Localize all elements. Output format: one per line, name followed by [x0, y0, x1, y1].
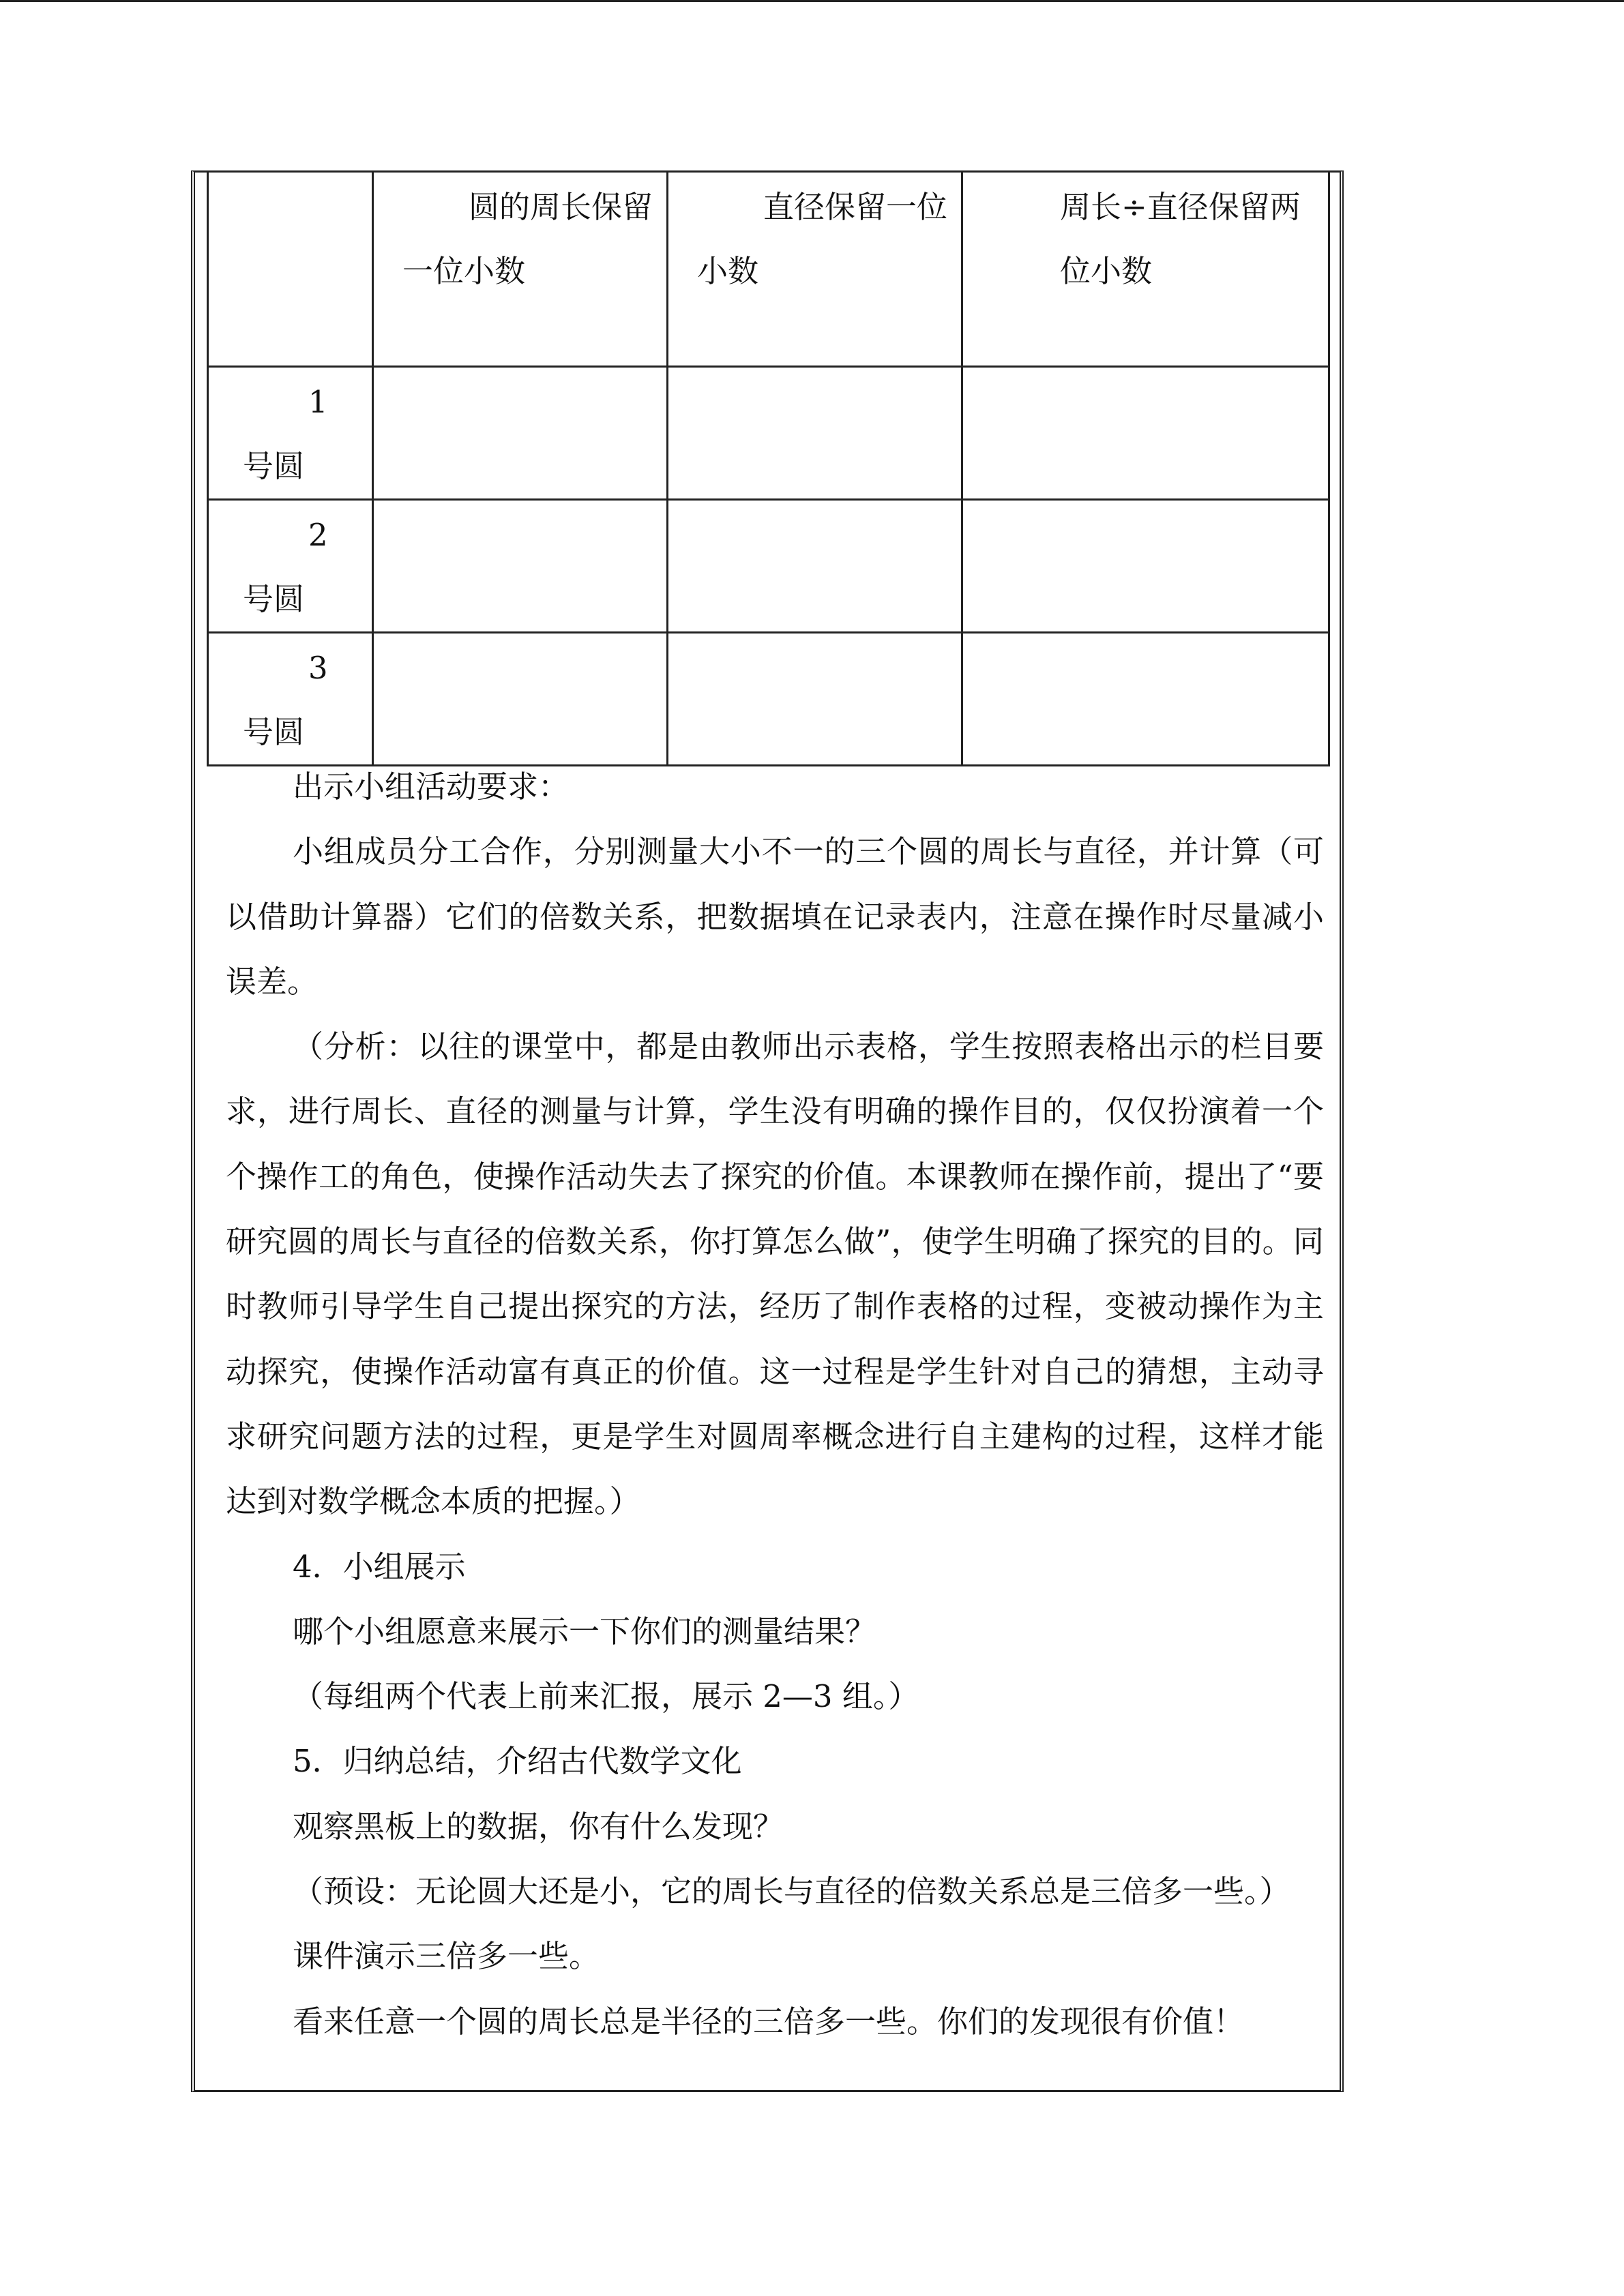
table-row: [208, 500, 1329, 633]
measurement-record-table: [207, 170, 1330, 766]
header-cell-diameter: 直径保留一位小数: [668, 172, 962, 367]
paragraph-preset-answer: （预设：无论圆大还是小，它的周长与直径的倍数关系总是三倍多一些。）: [293, 1873, 1290, 1910]
table-row: [208, 367, 1329, 500]
circumference-cell: [373, 500, 668, 633]
header-cell-circumference: 圆的周长保留一位小数: [373, 172, 668, 367]
ratio-cell: [962, 633, 1329, 766]
paragraph-section-4-title: 4．小组展示: [293, 1548, 466, 1585]
diameter-cell: [668, 633, 962, 766]
paragraph-courseware-demo: 课件演示三倍多一些。: [293, 1938, 600, 1975]
paragraph-activity-requirements: 小组成员分工合作，分别测量大小不一的三个圆的周长与直径，并计算（可以借助计算器）它们的倍数关系，把数据填在记录表内，注意在操作时尽量减小误差。: [226, 833, 1324, 1000]
lesson-body-text: [226, 754, 1324, 2054]
diameter-cell: [668, 367, 962, 500]
paragraph-activity-heading: 出示小组活动要求：: [293, 769, 570, 805]
page-top-rule: [0, 0, 1624, 2]
circumference-cell: [373, 367, 668, 500]
row-label-cell: 3号圆: [208, 633, 373, 766]
header-cell-ratio: 周长÷直径保留两位小数: [962, 172, 1329, 367]
paragraph-show-question: 哪个小组愿意来展示一下你们的测量结果？: [293, 1613, 876, 1650]
row-label-cell: 2号圆: [208, 500, 373, 633]
ratio-cell: [962, 367, 1329, 500]
paragraph-section-5-title: 5．归纳总结，介绍古代数学文化: [293, 1743, 742, 1780]
ratio-cell: [962, 500, 1329, 633]
paragraph-conclusion: 看来任意一个圆的周长总是半径的三倍多一些。你们的发现很有价值！: [293, 2003, 1245, 2040]
table-header-row: [208, 172, 1329, 367]
paragraph-report-note: （每组两个代表上前来汇报，展示 2—3 组。）: [293, 1678, 919, 1715]
circumference-cell: [373, 633, 668, 766]
diameter-cell: [668, 500, 962, 633]
table-row: [208, 633, 1329, 766]
header-cell-empty: [208, 172, 373, 367]
paragraph-observe-question: 观察黑板上的数据，你有什么发现？: [293, 1808, 784, 1845]
row-label-cell: 1号圆: [208, 367, 373, 500]
paragraph-analysis: （分析：以往的课堂中，都是由教师出示表格，学生按照表格出示的栏目要求，进行周长、直径的测量与计算，学生没有明确的操作目的，仅仅扮演着一个个操作工的角色，使操作活动失去了探究的价值。本课教师在操作前，提出了“要研究圆的周长与直径的倍数关系，你打算怎么做”，使学生明确了探究的目的。同时教师引导学生自己提出探究的方法，经历了制作表格的过程，变被动操作为主动探究，使操作活动富有真正的价值。这一过程是学生针对自己的猜想，主动寻求研究问题方法的过程，更是学生对圆周率概念进行自主建构的过程，这样才能达到对数学概念本质的把握。）: [226, 1028, 1324, 1520]
